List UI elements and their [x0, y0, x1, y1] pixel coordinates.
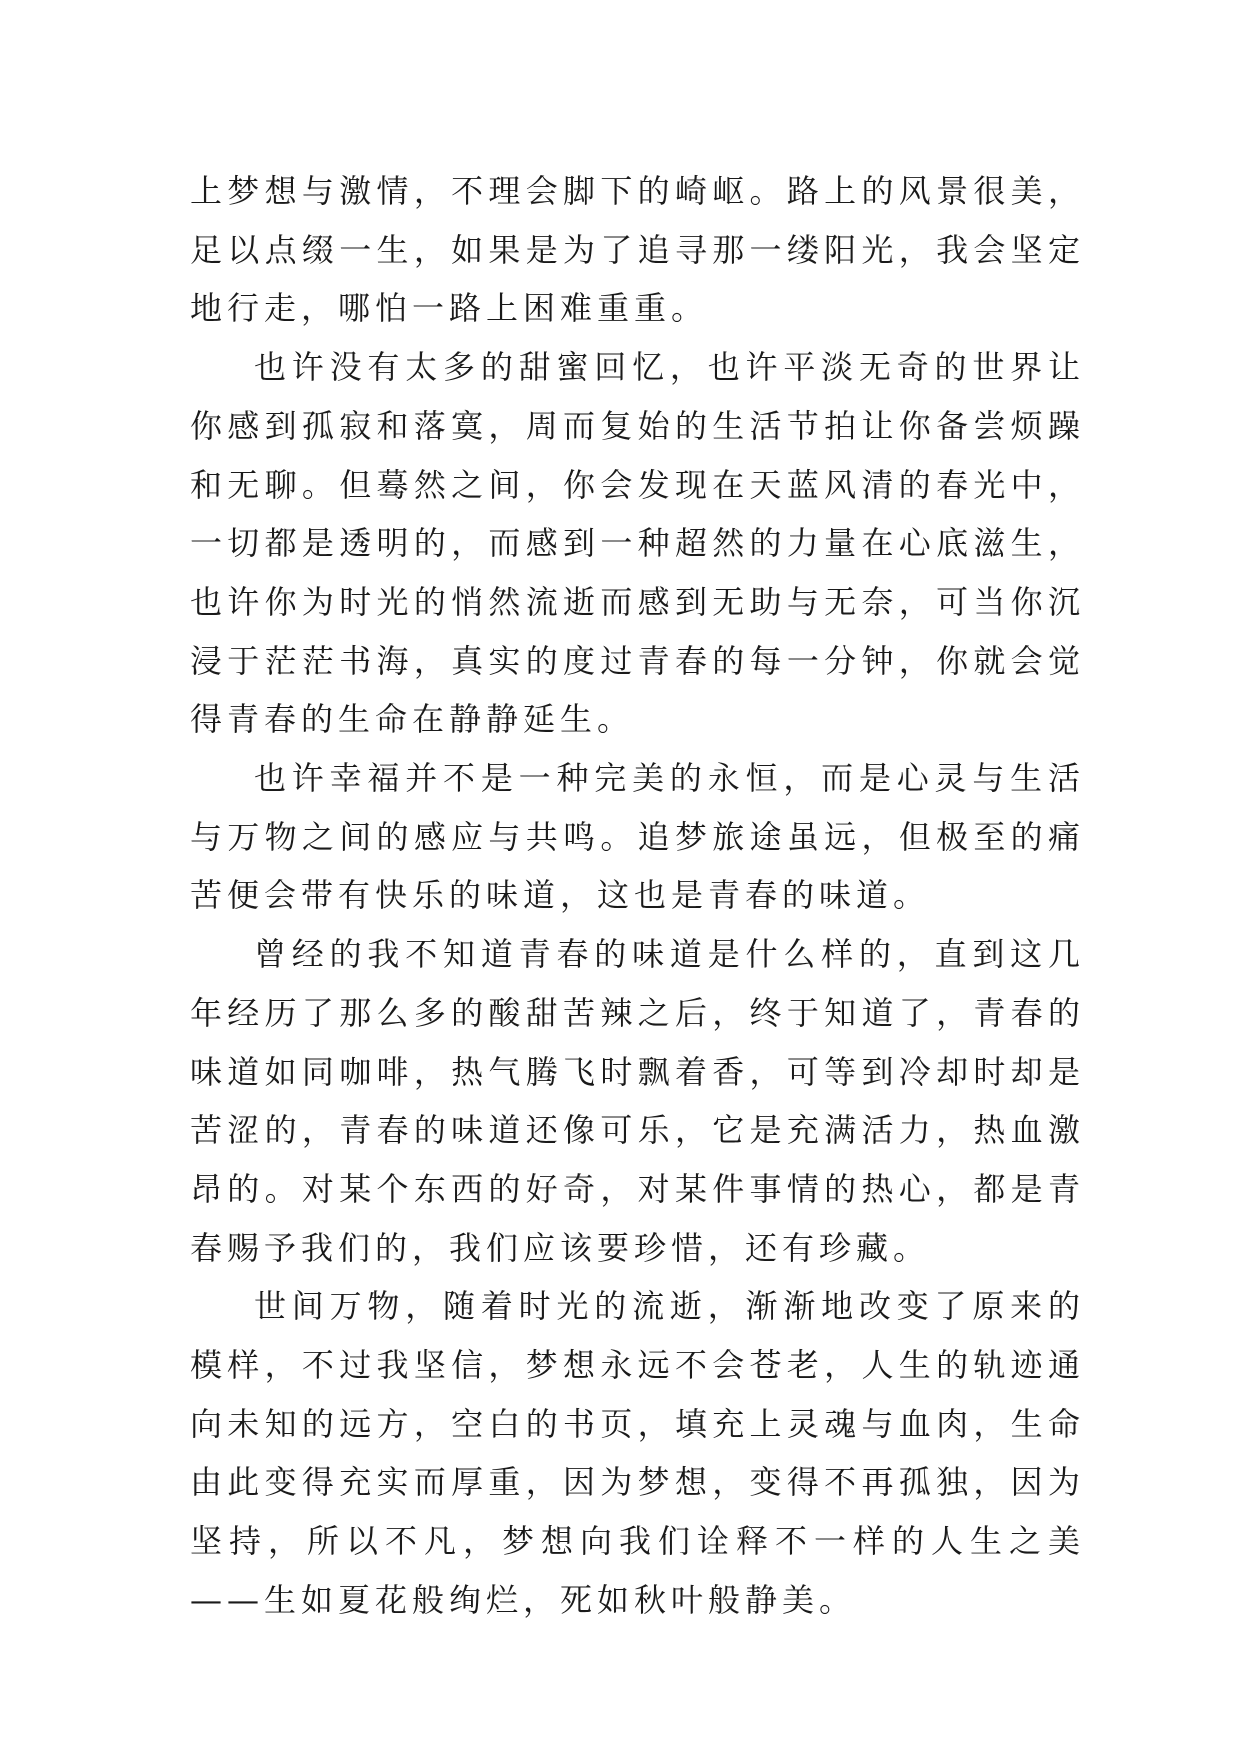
- document-body: [190, 162, 1085, 1630]
- paragraph-5: 世间万物，随着时光的流逝，渐渐地改变了原来的模样，不过我坚信，梦想永远不会苍老，人生的轨迹通向未知的远方，空白的书页，填充上灵魂与血肉，生命由此变得充实而厚重，因为梦想，变得不再孤独，因为坚持，所以不凡，梦想向我们诠释不一样的人生之美——生如夏花般绚烂，死如秋叶般静美。: [190, 1287, 1085, 1619]
- paragraph-2: 也许没有太多的甜蜜回忆，也许平淡无奇的世界让你感到孤寂和落寞，周而复始的生活节拍让你备尝烦躁和无聊。但蓦然之间，你会发现在天蓝风清的春光中，一切都是透明的，而感到一种超然的力量在心底滋生，也许你为时光的悄然流逝而感到无助与无奈，可当你沉浸于茫茫书海，真实的度过青春的每一分钟，你就会觉得青春的生命在静静延生。: [190, 348, 1085, 739]
- paragraph-3: 也许幸福并不是一种完美的永恒，而是心灵与生活与万物之间的感应与共鸣。追梦旅途虽远，但极至的痛苦便会带有快乐的味道，这也是青春的味道。: [190, 759, 1085, 915]
- paragraph-1: 上梦想与激情，不理会脚下的崎岖。路上的风景很美，足以点缀一生，如果是为了追寻那一缕阳光，我会坚定地行走，哪怕一路上困难重重。: [190, 172, 1085, 328]
- paragraph-4: 曾经的我不知道青春的味道是什么样的，直到这几年经历了那么多的酸甜苦辣之后，终于知道了，青春的味道如同咖啡，热气腾飞时飘着香，可等到冷却时却是苦涩的，青春的味道还像可乐，它是充满活力，热血激昂的。对某个东西的好奇，对某件事情的热心，都是青春赐予我们的，我们应该要珍惜，还有珍藏。: [190, 935, 1085, 1267]
